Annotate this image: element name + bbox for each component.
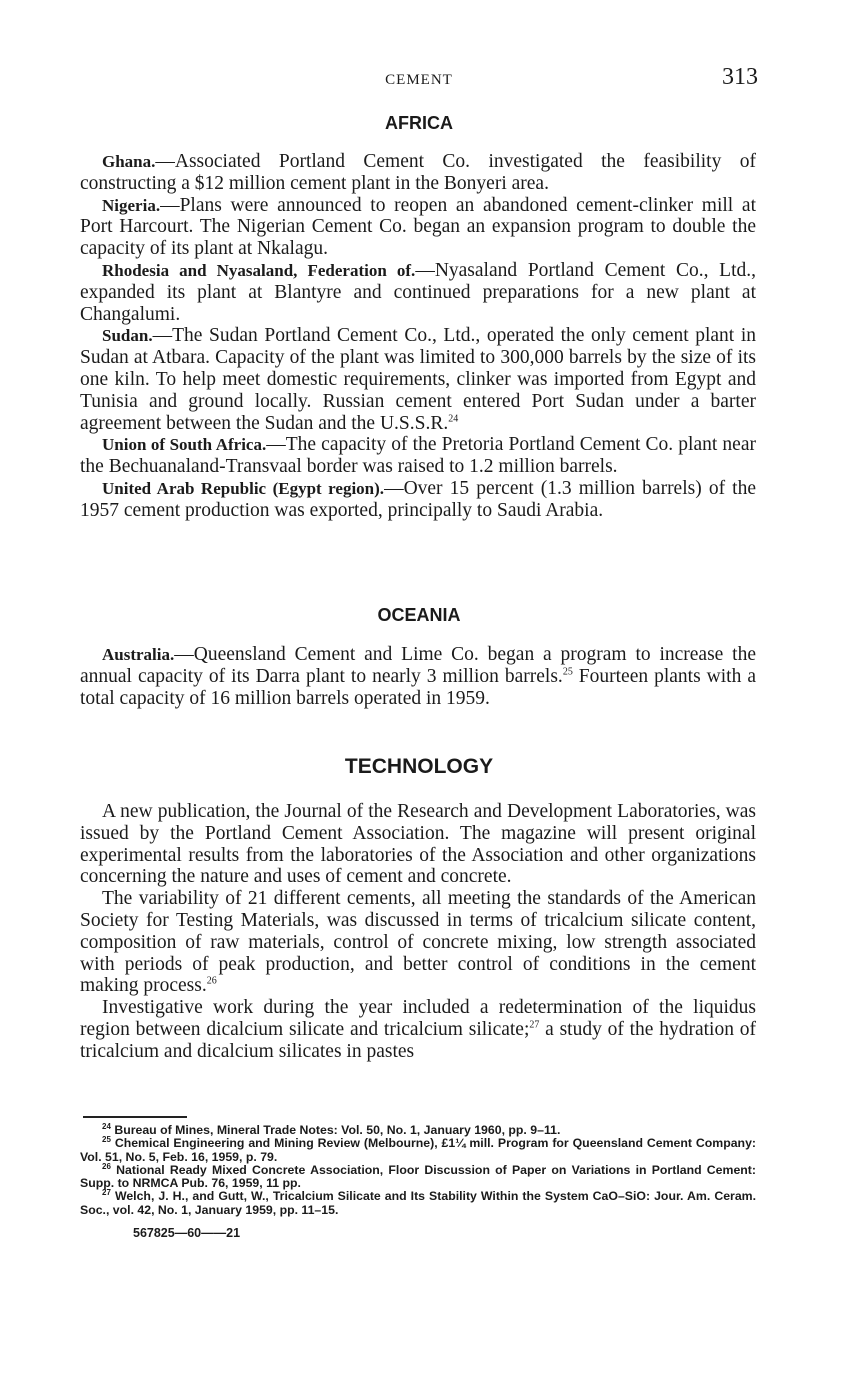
section-heading-technology: TECHNOLOGY xyxy=(344,755,494,778)
footnotes xyxy=(80,1121,757,1217)
footnote-divider xyxy=(83,1116,187,1118)
paragraph-text: Investigative work during the year included a redetermination of the liquidus region between dicalcium silicate and tricalcium silicate; xyxy=(80,997,756,1040)
oceania-section-body xyxy=(80,644,756,709)
page-number: 313 xyxy=(722,64,758,90)
paragraph-text: —Over 15 percent (1.3 million barrels) of the 1957 cement production was exported, principally to Saudi Arabia. xyxy=(80,477,756,521)
footnote-number: 25 xyxy=(102,1135,111,1145)
footnote-text: Bureau of Mines, Mineral Trade Notes: Vol. 50, No. 1, January 1960, pp. 9–11. xyxy=(114,1123,561,1137)
country-lead: Nigeria. xyxy=(102,195,161,215)
country-lead: Ghana. xyxy=(102,152,156,171)
running-title: CEMENT xyxy=(385,72,453,88)
technology-section-body xyxy=(80,801,756,1063)
country-lead: United Arab Republic (Egypt region). xyxy=(102,478,385,498)
paragraph-rhodesia xyxy=(80,260,756,325)
paragraph-sudan xyxy=(80,325,756,434)
footnote-ref: 25 xyxy=(562,666,573,678)
country-lead: Union of South Africa. xyxy=(102,435,267,455)
paragraph-australia xyxy=(80,644,756,709)
footnote-ref: 24 xyxy=(448,413,459,425)
country-lead: Rhodesia and Nyasaland, Federation of. xyxy=(102,260,416,280)
running-head xyxy=(80,64,758,94)
footnote-text: National Ready Mixed Concrete Association, Floor Discussion of Paper on Variations in Portland Cement: Supp. to NRMCA Pub. 76, 1959, 11 pp. xyxy=(80,1162,756,1191)
footnote-number: 27 xyxy=(102,1188,111,1198)
footnote-ref: 26 xyxy=(206,975,217,987)
paragraph-text-cont: a study of the hydration of tricalcium and dicalcium silicates in pastes xyxy=(80,1018,756,1062)
footnote-25 xyxy=(80,1137,756,1164)
footnote-27 xyxy=(80,1190,756,1217)
section-heading-africa: AFRICA xyxy=(385,113,453,133)
paragraph-text: —The Sudan Portland Cement Co., Ltd., operated the only cement plant in Sudan at Atbara. Capacity of the plant was limited to 300,000 barrels by the size of its one kiln. To help meet domestic requirements, clinker was imported from Egypt and Tunisia and ground locally. Russian cement entered Port Sudan under a barter agreement between the Sudan and the U.S.S.R. xyxy=(80,325,756,434)
paragraph-uar xyxy=(80,478,756,522)
country-lead: Australia. xyxy=(102,645,175,664)
footnote-26 xyxy=(80,1161,756,1191)
paragraph-text: —The capacity of the Pretoria Portland Cement Co. plant near the Bechuanaland-Transvaal border was raised to 1.2 million barrels. xyxy=(80,434,756,478)
section-heading-oceania: OCEANIA xyxy=(377,605,461,625)
paragraph-text: A new publication, the Journal of the Research and Development Laboratories, was issued by the Portland Cement Association. The magazine will present original experimental results from the laboratories of the Association and other organizations concerning the nature and uses of cement and concrete. xyxy=(80,801,756,888)
paragraph-south-africa xyxy=(80,434,756,478)
paragraph-text: —Queensland Cement and Lime Co. began a program to increase the annual capacity of its Darra plant to nearly 3 million barrels. xyxy=(80,644,756,687)
footnote-ref: 27 xyxy=(529,1019,540,1031)
paragraph-text: —Associated Portland Cement Co. investigated the feasibility of constructing a $12 million cement plant in the Bonyeri area. xyxy=(80,151,756,194)
paragraph-text: —Plans were announced to reopen an abandoned cement-clinker mill at Port Harcourt. The Nigerian Cement Co. began an expansion program to double the capacity of its plant at Nkalagu. xyxy=(80,194,756,260)
paragraph-text-cont: Fourteen plants with a total capacity of 16 million barrels operated in 1959. xyxy=(80,665,756,709)
paragraph-investigative xyxy=(80,997,756,1062)
paragraph-nigeria xyxy=(80,195,756,260)
country-lead: Sudan. xyxy=(102,326,153,346)
paragraph-journal xyxy=(80,801,756,888)
footnote-number: 26 xyxy=(102,1161,111,1171)
africa-section-body xyxy=(80,151,756,522)
footnote-text: Chemical Engineering and Mining Review (Melbourne), £1¼ mill. Program for Queensland Cement Company: Vol. 51, No. 5, Feb. 16, 1959, p. 79. xyxy=(80,1136,757,1164)
footnote-text: Welch, J. H., and Gutt, W., Tricalcium Silicate and Its Stability Within the System CaO–SiO: Jour. Am. Ceram. Soc., vol. 42, No. 1, January 1959, pp. 11–15. xyxy=(80,1189,757,1217)
print-code: 567825—60——21 xyxy=(133,1226,241,1240)
paragraph-text: The variability of 21 different cements, all meeting the standards of the American Society for Testing Materials, was discussed in terms of tricalcium silicate content, composition of raw materials, control of concrete mixing, low strength associated with periods of peak production, and better control of conditions in the cement making process. xyxy=(80,888,756,997)
paragraph-ghana xyxy=(80,151,756,195)
paragraph-text: —Nyasaland Portland Cement Co., Ltd., expanded its plant at Blantyre and continued preparations for a new plant at Changalumi. xyxy=(80,259,757,325)
paragraph-variability xyxy=(80,888,756,997)
footnote-number: 24 xyxy=(102,1121,111,1131)
